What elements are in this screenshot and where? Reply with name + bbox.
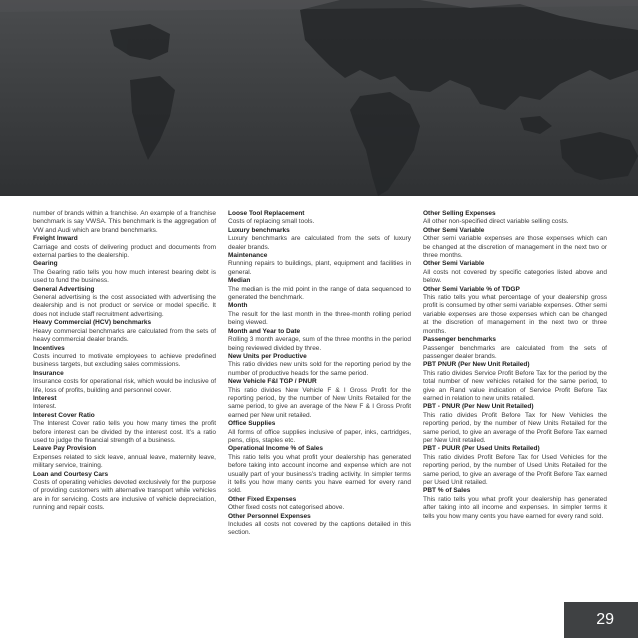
glossary-term: Passenger benchmarks	[423, 336, 496, 344]
glossary-entry	[423, 445, 607, 487]
glossary-term: Luxury benchmarks	[228, 226, 290, 234]
glossary-definition: All forms of office supplies inclusive of paper, inks, cartridges, pens, clips, staples etc.	[228, 428, 411, 444]
glossary-definition: This ratio divides Profit Before Tax for Used Vehicles for the reporting period, by the number of Used Units Retailed for the same period, to give an average of the Profit Before Tax earned per Used Unit retailed.	[423, 453, 607, 486]
glossary-term: Loan and Courtesy Cars	[33, 470, 109, 478]
glossary-entry	[228, 302, 411, 327]
glossary-definition: Carriage and costs of delivering product and documents from external parties to the dealership.	[33, 243, 216, 260]
glossary-definition: Other fixed costs not categorised above.	[228, 504, 345, 512]
glossary-term: Other Semi Variable	[423, 226, 485, 234]
page-number: 29	[596, 611, 614, 628]
glossary-entry	[228, 496, 411, 513]
glossary-definition: Costs of replacing small tools.	[228, 218, 315, 226]
glossary-definition: Other semi variable expenses are those expenses which can be changed at the discretion of management in the next two or three months.	[423, 235, 607, 260]
glossary-term: General Advertising	[33, 285, 95, 293]
glossary-definition: All other non-specified direct variable selling costs.	[423, 218, 569, 226]
glossary-entry	[33, 210, 216, 235]
glossary-entry	[228, 353, 411, 378]
glossary-term: Other Selling Expenses	[423, 210, 496, 217]
glossary-term: Gearing	[33, 260, 58, 268]
glossary-definition: All costs not covered by specific categories listed above and below.	[423, 268, 607, 285]
glossary-definition: Rolling 3 month average, sum of the three months in the period being reviewed divided by three.	[228, 336, 411, 352]
glossary-definition: Heavy commercial benchmarks are calculated from the sets of heavy commercial dealer brands.	[33, 327, 216, 344]
glossary-entry	[423, 227, 607, 261]
glossary-entry	[423, 403, 607, 445]
glossary-entry	[228, 277, 411, 302]
glossary-entry	[33, 370, 216, 395]
glossary-term: Month	[228, 302, 248, 310]
glossary-definition: Interest.	[33, 403, 57, 411]
glossary-definition: The median is the mid point in the range of data sequenced to generated the benchmark.	[228, 285, 411, 302]
glossary-term: Operational Income % of Sales	[228, 445, 323, 453]
glossary-definition: General advertising is the cost associated with advertising the dealership and is not product or service or model specific. It does not include staff recruitment advertising.	[33, 294, 216, 318]
glossary-entry	[33, 235, 216, 260]
column-2	[228, 210, 411, 538]
glossary-term: Loose Tool Replacement	[228, 210, 305, 217]
glossary-term: Interest	[33, 394, 57, 402]
glossary-entry	[423, 487, 607, 521]
glossary-entry	[228, 252, 411, 277]
glossary-entry	[33, 345, 216, 370]
glossary-term: PBT - PUUR (Per Used Units Retailed)	[423, 445, 540, 453]
glossary-entry	[33, 412, 216, 446]
glossary-entry	[228, 513, 411, 538]
glossary-definition: This ratio tells you what percentage of your dealership gross profit is consumed by other semi variable expenses. Other semi variable expenses are those expenses which can be changed at the discretion of management in the next two or three months.	[423, 294, 607, 335]
glossary-definition: The result for the last month in the three-month rolling period being viewed.	[228, 310, 411, 327]
glossary-entry	[33, 319, 216, 344]
glossary-definition: This ratio tells you what profit your dealership has generated before taking into account income and expense which are not usually part of your business’s trading activity. In simpler terms it tells you how many cents you have earned for every rand sold.	[228, 453, 411, 495]
glossary-definition: The Interest Cover ratio tells you how many times the profit before interest can be divided by the interest cost. It’s a ratio used to judge the financial strength of a business.	[33, 420, 216, 444]
glossary-entry	[228, 445, 411, 495]
glossary-term: New Units per Productive	[228, 352, 307, 360]
glossary-entry	[228, 420, 411, 445]
glossary-definition: number of brands within a franchise. An example of a franchise benchmark is say VWSA. This benchmark is the aggregation of VW and Audi which are brand benchmarks.	[33, 210, 216, 234]
glossary-definition: This ratio divides New Vehicle F & I Gross Profit for the reporting period, by the number of New Units Retailed for the same period, to give an average of the New F & I Gross Profit earned per New unit retailed.	[228, 386, 411, 419]
glossary-term: PBT % of Sales	[423, 487, 471, 495]
glossary-term: Other Fixed Expenses	[228, 495, 297, 503]
glossary-entry	[33, 445, 216, 470]
glossary-term: PBT - PNUR (Per New Unit Retailed)	[423, 403, 534, 411]
glossary-entry	[33, 471, 216, 513]
glossary-definition: This ratio divides Service Profit Before Tax for the period by the total number of new vehicles retailed for the same period, to give an Rand value indication of Service Profit Before Tax earned in relation to new units retailed.	[423, 369, 607, 402]
world-map-banner	[0, 0, 638, 196]
glossary-definition: Expenses related to sick leave, annual leave, maternity leave, military service, training.	[33, 453, 216, 470]
glossary-entry	[423, 361, 607, 403]
glossary-term: New Vehicle F&I TGP / PNUR	[228, 378, 317, 386]
glossary-term: Interest Cover Ratio	[33, 411, 95, 419]
glossary-entry	[423, 336, 607, 361]
glossary-term: PBT PNUR (Per New Unit Retailed)	[423, 361, 530, 369]
glossary-entry	[423, 210, 607, 227]
glossary-definition: Costs incurred to motivate employees to achieve predefined business targets, but excluding sales commissions.	[33, 352, 216, 369]
glossary-definition: This ratio divides Profit Before Tax for New Vehicles the reporting period, by the number of New Units Retailed for the same period, to give an average of the Profit Before Tax earned per New Unit retailed.	[423, 411, 607, 444]
glossary-definition: This ratio tells you what profit your dealership has generated after taking into all income and expenses. In simpler terms it tells you how many cents you have earned for every rand sold.	[423, 495, 607, 520]
glossary-term: Office Supplies	[228, 420, 276, 428]
glossary-term: Heavy Commercial (HCV) benchmarks	[33, 319, 152, 327]
glossary-term: Freight Inward	[33, 235, 78, 243]
glossary-definition: This ratio divides new units sold for the reporting period by the number of productive heads for the same period.	[228, 361, 411, 377]
glossary-term: Leave Pay Provision	[33, 445, 97, 453]
glossary-definition: Running repairs to buildings, plant, equipment and facilities in general.	[228, 260, 411, 276]
glossary-entry	[33, 286, 216, 320]
glossary-term: Maintenance	[228, 252, 268, 260]
glossary-entry	[228, 227, 411, 252]
glossary-definition: Costs of operating vehicles devoted exclusively for the purpose of providing customers with alternative transport while vehicles are in for servicing. Costs are inclusive of vehicle depreciation, running and repair costs.	[33, 479, 216, 512]
glossary-term: Median	[228, 277, 251, 285]
glossary-definition: Insurance costs for operational risk, which would be inclusive of life, loss of profits, building and personnel cover.	[33, 378, 216, 394]
glossary-term: Other Semi Variable % of TDGP	[423, 285, 520, 293]
world-map-icon	[0, 0, 638, 196]
glossary-term: Incentives	[33, 344, 65, 352]
glossary-entry	[423, 260, 607, 285]
glossary-entry	[423, 286, 607, 336]
glossary-definition: The Gearing ratio tells you how much interest bearing debt is used to fund the business.	[33, 268, 216, 285]
glossary-term: Month and Year to Date	[228, 327, 301, 335]
glossary-entry	[33, 260, 216, 285]
glossary-term: Other Personnel Expenses	[228, 512, 311, 520]
glossary-definition: Includes all costs not covered by the captions detailed in this section.	[228, 521, 411, 537]
column-1	[33, 210, 216, 513]
column-3	[423, 210, 607, 521]
glossary-definition: Passenger benchmarks are calculated from the sets of passenger dealer brands.	[423, 344, 607, 360]
glossary-term: Other Semi Variable	[423, 260, 485, 268]
glossary-entry	[228, 210, 411, 227]
glossary-definition: Luxury benchmarks are calculated from the sets of luxury dealer brands.	[228, 235, 411, 251]
glossary-entry	[33, 395, 216, 412]
glossary-term: Insurance	[33, 369, 64, 377]
glossary-entry	[228, 328, 411, 353]
glossary-entry	[228, 378, 411, 420]
